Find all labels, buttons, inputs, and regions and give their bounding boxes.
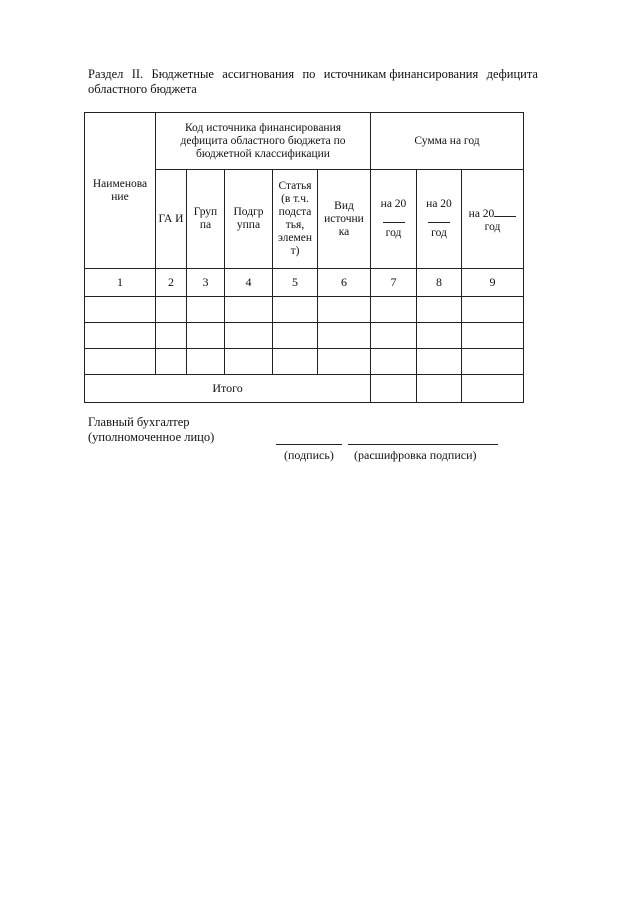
column-number: 3: [187, 269, 225, 297]
signature-decoding-line[interactable]: [348, 444, 498, 445]
total-label: Итого: [85, 375, 371, 403]
heading-word: Бюджетные: [151, 67, 214, 81]
table-cell[interactable]: [156, 349, 187, 375]
signer-subtitle: (уполномоченное лицо): [88, 430, 215, 444]
table-cell[interactable]: [371, 349, 417, 375]
table-cell[interactable]: [85, 323, 156, 349]
year-1-prefix: на 20: [380, 198, 407, 210]
table-cell[interactable]: [187, 297, 225, 323]
table-cell[interactable]: [417, 297, 462, 323]
header-year-3: [462, 170, 524, 269]
table-row: [85, 323, 524, 349]
header-gai: ГА И: [156, 170, 187, 269]
table-cell[interactable]: [187, 349, 225, 375]
budget-table: [84, 112, 524, 403]
column-number: 7: [371, 269, 417, 297]
header-name-cell: Наименова ние: [85, 113, 156, 269]
section-heading: [88, 67, 538, 97]
table-cell[interactable]: [225, 323, 273, 349]
column-number: 5: [273, 269, 318, 297]
table-cell[interactable]: [225, 349, 273, 375]
heading-word: по: [302, 67, 316, 81]
table-header-row-1: [85, 113, 524, 170]
heading-word: ассигнования: [222, 67, 295, 81]
column-number: 9: [462, 269, 524, 297]
table-row: [85, 349, 524, 375]
table-cell[interactable]: [318, 349, 371, 375]
heading-word: источникам финансирования: [323, 67, 479, 81]
table-cell[interactable]: [417, 323, 462, 349]
header-code-group: Код источника финансирования дефицита областного бюджета по бюджетной классификации: [156, 113, 371, 170]
table-cell[interactable]: [462, 323, 524, 349]
year-blank: [494, 205, 516, 217]
total-cell[interactable]: [371, 375, 417, 403]
column-number: 4: [225, 269, 273, 297]
table-cell[interactable]: [225, 297, 273, 323]
table-cell[interactable]: [371, 323, 417, 349]
header-year-1: [371, 170, 417, 269]
signature-decoding-caption: (расшифровка подписи): [354, 448, 477, 462]
table-cell[interactable]: [156, 297, 187, 323]
table-cell[interactable]: [187, 323, 225, 349]
year-blank: [428, 211, 450, 223]
header-vid: Вид источни ка: [318, 170, 371, 269]
signature-caption: (подпись): [284, 448, 334, 462]
table-cell[interactable]: [462, 297, 524, 323]
table-cell[interactable]: [273, 297, 318, 323]
column-number: 6: [318, 269, 371, 297]
signature-block: [88, 415, 214, 445]
table-cell[interactable]: [371, 297, 417, 323]
table-total-row: [85, 375, 524, 403]
year-2-prefix: на 20: [426, 198, 452, 210]
signature-line[interactable]: [276, 444, 342, 445]
year-3-prefix: на 20: [468, 207, 495, 220]
section-heading-line1: [88, 67, 538, 82]
table-cell[interactable]: [273, 349, 318, 375]
column-number: 2: [156, 269, 187, 297]
table-row: [85, 297, 524, 323]
table-cell[interactable]: [318, 297, 371, 323]
year-blank: [383, 211, 405, 223]
heading-word: II.: [131, 67, 144, 81]
year-3-suffix: год: [484, 220, 501, 233]
heading-word: Раздел: [88, 67, 124, 81]
year-2-suffix: год: [431, 227, 447, 239]
year-1-suffix: год: [385, 227, 402, 239]
table-cell[interactable]: [156, 323, 187, 349]
header-year-2: [417, 170, 462, 269]
signer-title: Главный бухгалтер: [88, 415, 190, 429]
header-gruppa: Груп па: [187, 170, 225, 269]
table-cell[interactable]: [85, 297, 156, 323]
table-cell[interactable]: [318, 323, 371, 349]
table-number-row: [85, 269, 524, 297]
table-cell[interactable]: [273, 323, 318, 349]
header-podgruppa: Подгр уппа: [225, 170, 273, 269]
column-number: 1: [85, 269, 156, 297]
total-cell[interactable]: [417, 375, 462, 403]
header-sum-group: Сумма на год: [371, 113, 524, 170]
column-number: 8: [417, 269, 462, 297]
total-cell[interactable]: [462, 375, 524, 403]
heading-word: дефицита: [486, 67, 538, 81]
header-statya: Статья (в т.ч. подста тья, элемен т): [273, 170, 318, 269]
table-cell[interactable]: [462, 349, 524, 375]
table-cell[interactable]: [85, 349, 156, 375]
table-cell[interactable]: [417, 349, 462, 375]
section-heading-line2: областного бюджета: [88, 82, 197, 96]
